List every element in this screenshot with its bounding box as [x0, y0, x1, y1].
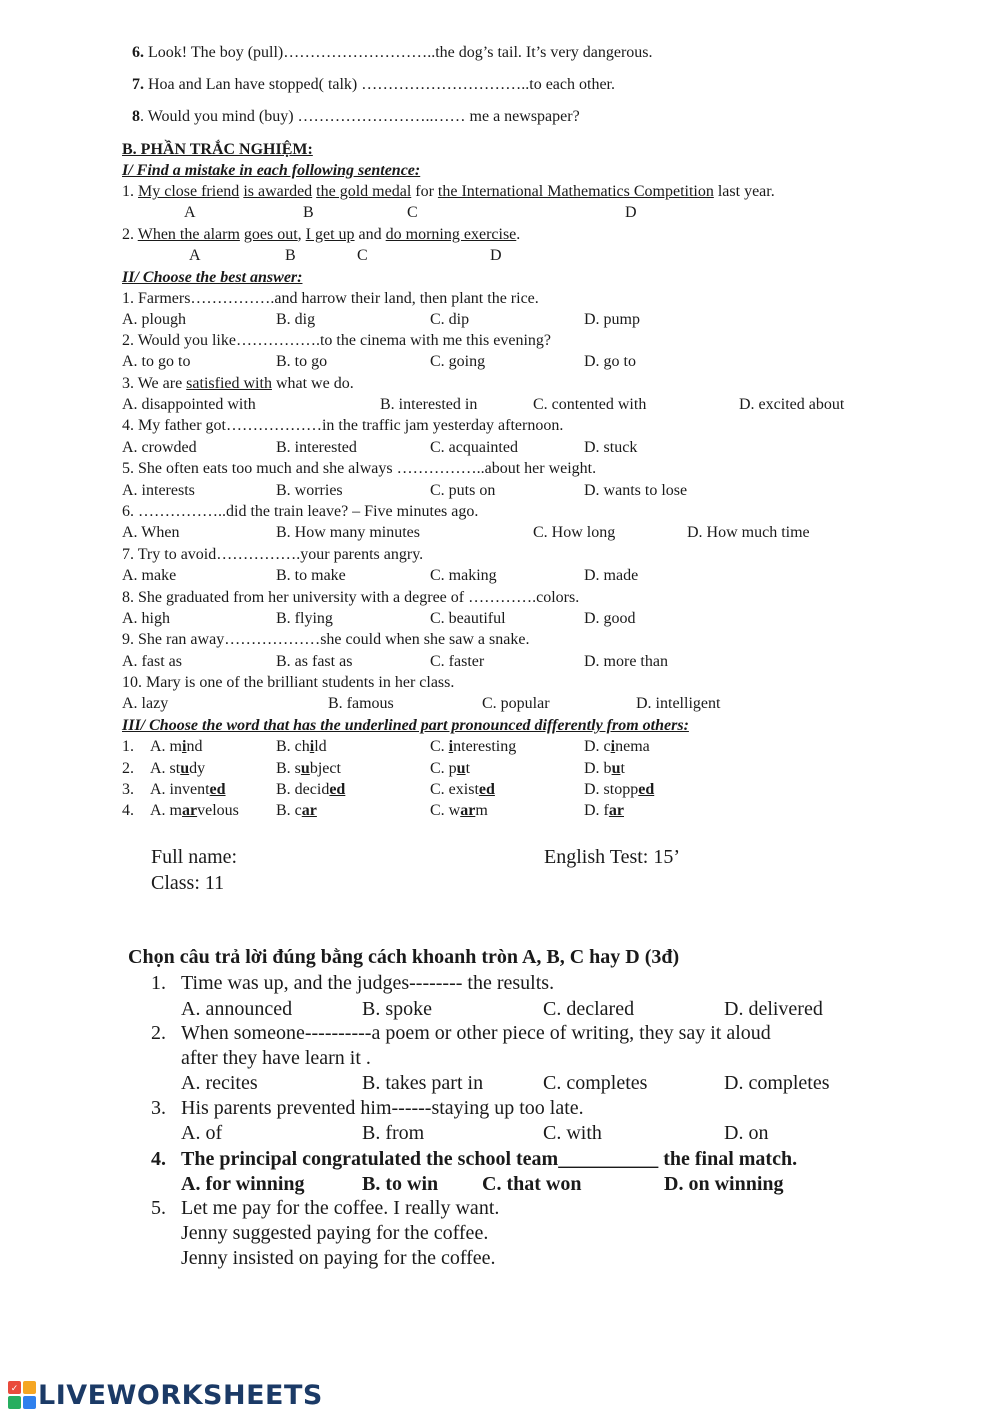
pron-r3-d-pre: D. stopp	[584, 781, 639, 798]
section-b-title: B. PHẦN TRẮC NGHIỆM:	[122, 141, 313, 158]
pron-r3-option-d[interactable]	[584, 781, 654, 799]
mistake-question-1	[122, 183, 775, 201]
test-q4-option-d[interactable]: D. on winning	[664, 1173, 784, 1195]
pron-r1-c-underlined: i	[448, 738, 454, 755]
mc-q3-option-d[interactable]: D. excited about	[739, 396, 845, 413]
pron-r4-b-underlined: ar	[301, 802, 317, 819]
pron-r2-b-post: bject	[309, 760, 341, 777]
mc-q3-underlined: satisfied with	[186, 375, 272, 392]
pron-r3-d-underlined: ed	[638, 781, 655, 798]
mistake-q1-label-d: D	[625, 204, 637, 221]
test-q1-text: Time was up, and the judges-------- the results.	[181, 972, 555, 994]
class-label: Class: 11	[151, 872, 225, 894]
part2-heading: II/ Choose the best answer:	[122, 269, 303, 286]
top-question-8-text: . Would you mind (buy) ……………………..…… me a newspaper?	[140, 108, 580, 125]
mc-q1-option-b[interactable]: B. dig	[276, 311, 316, 328]
mistake-q2-prefix: 2.	[122, 226, 138, 243]
pron-r3-b-underlined: ed	[329, 781, 346, 798]
mc-q7-option-d[interactable]: D. made	[584, 567, 639, 584]
part3-heading: III/ Choose the word that has the underlined part pronounced differently from others:	[122, 717, 689, 734]
mc-q6-option-a[interactable]: A. When	[122, 524, 180, 541]
pron-row-1-number: 1.	[122, 738, 134, 755]
pron-row-4-number: 4.	[122, 802, 134, 819]
mc-question-6: 6. ……………..did the train leave? – Five minutes ago.	[122, 503, 479, 520]
pron-r4-b-pre: B. c	[276, 802, 302, 819]
pron-r1-a-underlined: i	[182, 738, 187, 755]
pron-r1-b-post: ld	[314, 738, 327, 755]
mc-q6-option-d[interactable]: D. How much time	[687, 524, 810, 541]
mc-q1-option-c[interactable]: C. dip	[430, 311, 470, 328]
test-q2-option-c[interactable]: C. completes	[543, 1072, 648, 1094]
test-instruction: Chọn câu trả lời đúng bằng cách khoanh tròn A, B, C hay D (3đ)	[128, 946, 680, 968]
pron-r4-option-b[interactable]	[276, 802, 317, 820]
test-q2-text-line2: after they have learn it .	[181, 1047, 371, 1069]
pron-r3-b-pre: B. decid	[276, 781, 330, 798]
test-q1-option-c[interactable]: C. declared	[543, 998, 635, 1020]
test-q4-option-c[interactable]: C. that won	[482, 1173, 582, 1195]
pron-r1-d-pre: D. c	[584, 738, 611, 755]
mc-q9-option-d[interactable]: D. more than	[584, 653, 668, 670]
top-question-8	[132, 108, 580, 126]
mc-q8-option-d[interactable]: D. good	[584, 610, 636, 627]
mc-q1-option-a[interactable]: A. plough	[122, 311, 186, 328]
mistake-q1-prefix: 1.	[122, 183, 138, 200]
mistake-q2-gap3: and	[354, 226, 386, 243]
test-q3-text: His parents prevented him------staying up too late.	[181, 1097, 584, 1119]
mistake-q1-label-c: C	[407, 204, 418, 221]
mistake-q2-label-c: C	[357, 247, 368, 264]
pron-r4-option-c[interactable]	[430, 802, 488, 820]
mc-q1-option-d[interactable]: D. pump	[584, 311, 640, 328]
mc-q2-option-d[interactable]: D. go to	[584, 353, 636, 370]
mistake-q1-part-a: My close friend	[138, 183, 240, 200]
mc-q6-option-b[interactable]: B. How many minutes	[276, 524, 420, 541]
pron-r4-d-pre: D. f	[584, 802, 609, 819]
top-question-6-text: Look! The boy (pull)………………………..the dog’s tail. It’s very dangerous.	[144, 44, 653, 61]
svg-text:✓: ✓	[10, 1384, 19, 1394]
pron-r2-c-pre: C. p	[430, 760, 457, 777]
pron-r4-option-d[interactable]	[584, 802, 624, 820]
mc-q9-option-c[interactable]: C. faster	[430, 653, 485, 670]
mc-question-7: 7. Try to avoid…………….your parents angry.	[122, 546, 424, 563]
mc-q3-option-b[interactable]: B. interested in	[380, 396, 478, 413]
liveworksheets-logo-icon	[8, 1381, 36, 1409]
mc-question-9: 9. She ran away………………she could when she saw a snake.	[122, 631, 530, 648]
test-q5-text: Let me pay for the coffee. I really want.	[181, 1197, 500, 1219]
top-question-6	[132, 44, 653, 62]
mc-q9-option-b[interactable]: B. as fast as	[276, 653, 353, 670]
pron-r1-a-post: nd	[186, 738, 203, 755]
mc-question-5: 5. She often eats too much and she always ……………..about her weight.	[122, 460, 597, 477]
pron-r2-a-pre: A. st	[150, 760, 181, 777]
mc-q5-option-b[interactable]: B. worries	[276, 482, 343, 499]
pron-r3-option-b[interactable]	[276, 781, 345, 799]
top-question-7	[132, 76, 615, 94]
mc-q4-option-d[interactable]: D. stuck	[584, 439, 638, 456]
mistake-q1-tail: last year.	[713, 183, 775, 200]
pron-r1-c-pre: C.	[430, 738, 449, 755]
mistake-q2-part-c: I get up	[305, 226, 355, 243]
mc-q3-option-c[interactable]: C. contented with	[533, 396, 647, 413]
pron-r2-option-b[interactable]	[276, 760, 341, 778]
pron-r2-c-underlined: u	[456, 760, 466, 777]
mc-q10-option-b[interactable]: B. famous	[328, 695, 394, 712]
pron-row-3-number: 3.	[122, 781, 134, 798]
pron-r2-a-post: dy	[189, 760, 206, 777]
pron-r4-d-underlined: ar	[608, 802, 624, 819]
pron-r3-option-c[interactable]	[430, 781, 495, 799]
mc-q2-option-c[interactable]: C. going	[430, 353, 486, 370]
mc-q8-option-c[interactable]: C. beautiful	[430, 610, 506, 627]
mistake-q2-label-a: A	[189, 247, 201, 264]
mc-q4-option-a[interactable]: A. crowded	[122, 439, 197, 456]
mistake-q1-gap3: for	[411, 183, 438, 200]
pron-r1-b-underlined: i	[309, 738, 315, 755]
pron-r4-option-a[interactable]	[150, 802, 239, 820]
test-q1-option-b[interactable]: B. spoke	[362, 998, 432, 1020]
top-question-6-number: 6.	[132, 44, 144, 61]
part1-heading: I/ Find a mistake in each following sentence:	[122, 162, 421, 179]
pron-r2-b-underlined: u	[300, 760, 310, 777]
pron-r4-c-post: m	[475, 802, 488, 819]
mc-q5-option-a[interactable]: A. interests	[122, 482, 195, 499]
pron-r2-d-pre: D. b	[584, 760, 612, 777]
pron-r4-c-pre: C. w	[430, 802, 461, 819]
mistake-q2-label-b: B	[285, 247, 296, 264]
pron-r1-a-pre: A. m	[150, 738, 182, 755]
top-question-7-number: 7.	[132, 76, 144, 93]
mc-q5-option-d[interactable]: D. wants to lose	[584, 482, 688, 499]
test-q3-option-d[interactable]: D. on	[724, 1122, 769, 1144]
pron-r3-a-underlined: ed	[209, 781, 226, 798]
liveworksheets-logo[interactable]	[8, 1378, 323, 1412]
test-q2-text: When someone----------a poem or other piece of writing, they say it aloud	[181, 1022, 771, 1044]
pron-r3-c-pre: C. exist	[430, 781, 479, 798]
mc-q4-option-c[interactable]: C. acquainted	[430, 439, 518, 456]
test-q5-number: 5.	[151, 1197, 166, 1219]
pron-r1-option-d[interactable]	[584, 738, 650, 756]
top-question-7-text: Hoa and Lan have stopped( talk) …………………………..to each other.	[144, 76, 615, 93]
test-title: English Test: 15’	[544, 846, 681, 868]
pron-r3-option-a[interactable]	[150, 781, 226, 799]
mc-q8-option-a[interactable]: A. high	[122, 610, 170, 627]
mc-q8-option-b[interactable]: B. flying	[276, 610, 333, 627]
mc-q7-option-b[interactable]: B. to make	[276, 567, 346, 584]
pron-r2-a-underlined: u	[180, 760, 190, 777]
mc-q2-option-a[interactable]: A. to go to	[122, 353, 191, 370]
mistake-q1-part-d: the International Mathematics Competition	[437, 183, 714, 200]
liveworksheets-logo-text: LIVEWORKSHEETS	[38, 1379, 323, 1411]
pron-r1-option-c[interactable]	[430, 738, 516, 756]
test-q3-option-c[interactable]: C. with	[543, 1122, 602, 1144]
pron-r1-b-pre: B. ch	[276, 738, 310, 755]
test-q4-text: The principal congratulated the school team__________ the final match.	[181, 1148, 798, 1170]
test-q4-number: 4.	[151, 1148, 166, 1170]
test-q5-line3: Jenny insisted on paying for the coffee.	[181, 1247, 496, 1269]
mistake-q2-label-d: D	[490, 247, 502, 264]
test-q1-number: 1.	[151, 972, 166, 994]
mc-q10-option-c[interactable]: C. popular	[482, 695, 550, 712]
test-q2-number: 2.	[151, 1022, 166, 1044]
mistake-q1-part-c: the gold medal	[316, 183, 412, 200]
mc-q2-option-b[interactable]: B. to go	[276, 353, 328, 370]
test-q3-number: 3.	[151, 1097, 166, 1119]
mc-q4-option-b[interactable]: B. interested	[276, 439, 357, 456]
pron-r2-option-c[interactable]	[430, 760, 470, 778]
test-q1-option-a[interactable]: A. announced	[181, 998, 293, 1020]
mistake-question-2	[122, 226, 520, 244]
top-question-8-number: 8	[132, 108, 140, 125]
pron-r2-d-underlined: u	[611, 760, 621, 777]
pron-r2-b-pre: B. s	[276, 760, 301, 777]
mc-q3-post: what we do.	[271, 375, 354, 392]
pron-r4-c-underlined: ar	[460, 802, 476, 819]
mistake-q2-part-b: goes out	[243, 226, 298, 243]
pron-r1-d-post: nema	[615, 738, 650, 755]
pron-r2-d-post: t	[620, 760, 625, 777]
mc-q3-pre: 3. We are	[122, 375, 187, 392]
test-q4-option-b[interactable]: B. to win	[362, 1173, 439, 1195]
test-q4-option-a[interactable]: A. for winning	[181, 1173, 305, 1195]
mistake-q2-part-a: When the alarm	[137, 226, 240, 243]
mc-question-4: 4. My father got………………in the traffic jam yesterday afternoon.	[122, 417, 564, 434]
mistake-q1-part-b: is awarded	[243, 183, 313, 200]
pron-r3-a-pre: A. invent	[150, 781, 210, 798]
pron-r1-c-post: nteresting	[453, 738, 517, 755]
pron-r1-d-underlined: i	[610, 738, 616, 755]
mc-q7-option-c[interactable]: C. making	[430, 567, 497, 584]
mc-q9-option-a[interactable]: A. fast as	[122, 653, 182, 670]
mc-question-2: 2. Would you like…………….to the cinema with me this evening?	[122, 332, 552, 349]
full-name-label: Full name:	[151, 846, 238, 868]
mistake-q1-label-a: A	[184, 204, 196, 221]
mc-q6-option-c[interactable]: C. How long	[533, 524, 616, 541]
test-q2-option-d[interactable]: D. completes	[724, 1072, 830, 1094]
pron-r2-c-post: t	[465, 760, 471, 777]
test-q5-line2: Jenny suggested paying for the coffee.	[181, 1222, 489, 1244]
mc-question-8: 8. She graduated from her university with a degree of ………….colors.	[122, 589, 580, 606]
mc-q5-option-c[interactable]: C. puts on	[430, 482, 496, 499]
pron-r4-a-pre: A. m	[150, 802, 182, 819]
pron-r2-option-d[interactable]	[584, 760, 625, 778]
mc-q10-option-a[interactable]: A. lazy	[122, 695, 169, 712]
pron-r4-a-underlined: ar	[182, 802, 198, 819]
mc-question-10: 10. Mary is one of the brilliant students in her class.	[122, 674, 455, 691]
mistake-q2-part-d: do morning exercise	[385, 226, 517, 243]
mistake-q1-label-b: B	[303, 204, 314, 221]
test-q3-option-a[interactable]: A. of	[181, 1122, 223, 1144]
pron-r3-c-underlined: ed	[478, 781, 495, 798]
test-q2-option-a[interactable]: A. recites	[181, 1072, 258, 1094]
pron-r4-a-post: velous	[197, 802, 239, 819]
pron-r2-option-a[interactable]	[150, 760, 205, 778]
mc-q10-option-d[interactable]: D. intelligent	[636, 695, 721, 712]
test-q1-option-d[interactable]: D. delivered	[724, 998, 823, 1020]
pron-r1-option-a[interactable]	[150, 738, 202, 756]
mc-q3-option-a[interactable]: A. disappointed with	[122, 396, 256, 413]
pron-row-2-number: 2.	[122, 760, 134, 777]
mistake-q2-gap2: ,	[297, 226, 306, 243]
pron-r1-option-b[interactable]	[276, 738, 327, 756]
mc-question-3	[122, 375, 354, 393]
test-q2-option-b[interactable]: B. takes part in	[362, 1072, 484, 1094]
mistake-q2-tail: .	[516, 226, 521, 243]
test-q3-option-b[interactable]: B. from	[362, 1122, 425, 1144]
mc-q7-option-a[interactable]: A. make	[122, 567, 177, 584]
mc-question-1: 1. Farmers…………….and harrow their land, then plant the rice.	[122, 290, 539, 307]
